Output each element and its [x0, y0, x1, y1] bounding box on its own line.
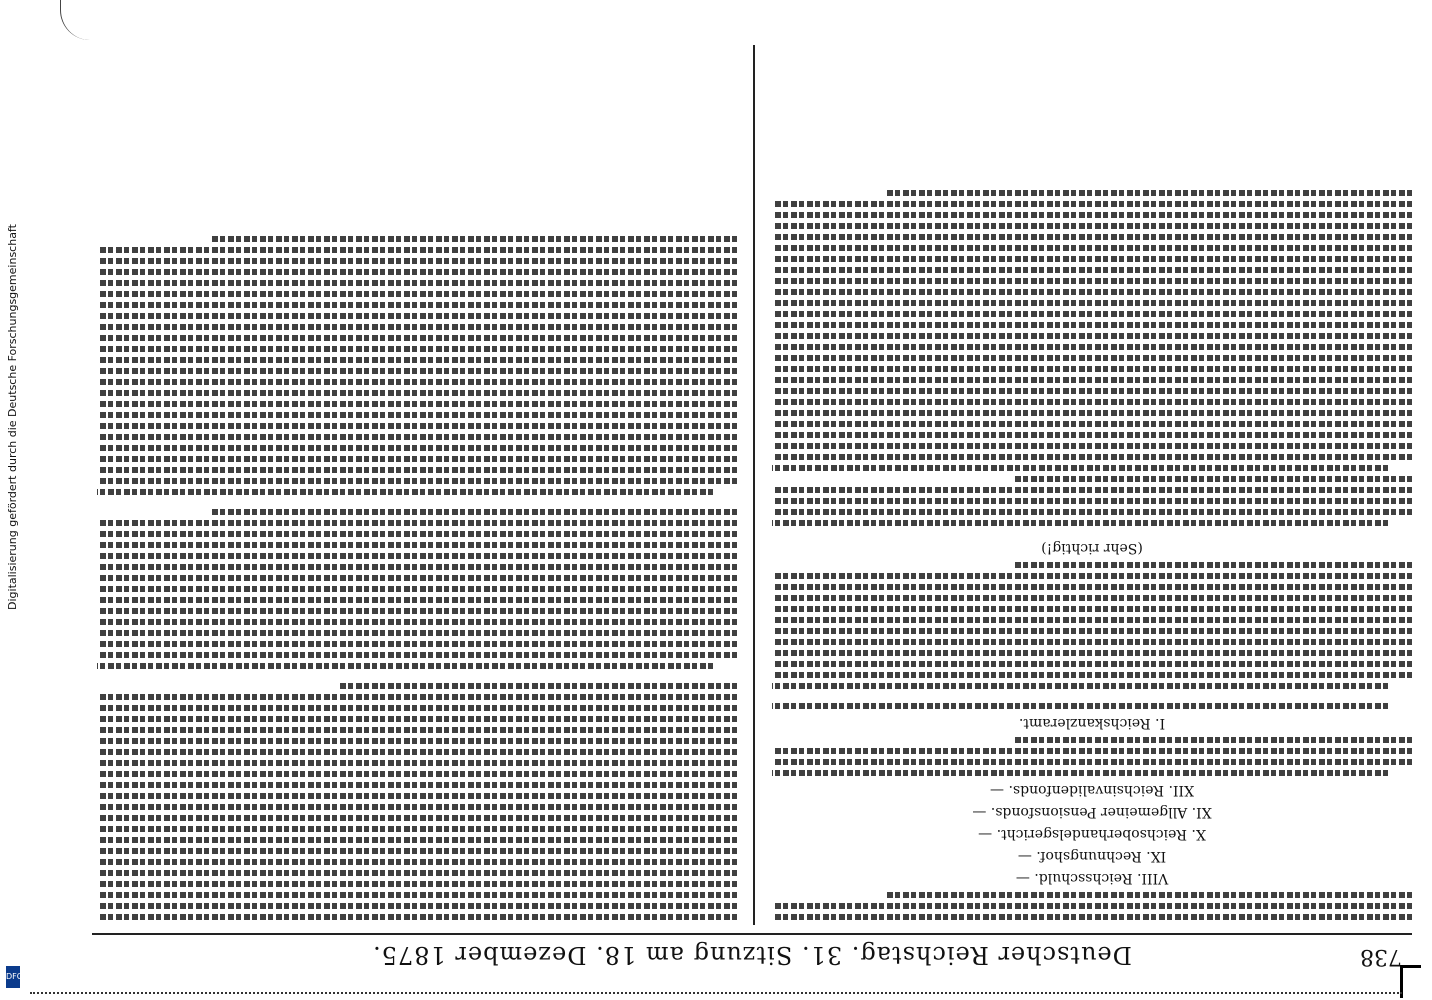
rotated-page [92, 30, 1412, 975]
list-item: X. Reichsoberhandelsgericht. — [978, 826, 1206, 842]
text-line [772, 595, 1412, 601]
text-line [97, 694, 737, 700]
text-line [212, 509, 737, 515]
text-line [97, 423, 737, 429]
text-line [97, 324, 737, 330]
text-line [97, 749, 737, 755]
text-line [97, 357, 737, 363]
text-line [772, 289, 1412, 295]
text-line [97, 826, 737, 832]
text-line [97, 313, 737, 319]
text-line [772, 661, 1412, 667]
text-line [772, 267, 1412, 273]
text-line [772, 498, 1412, 504]
text-line [772, 421, 1412, 427]
text-line [97, 335, 737, 341]
text-line [772, 201, 1412, 207]
section-subhead: I. Reichskanzleramt. [1018, 715, 1166, 731]
text-line [97, 478, 737, 484]
text-line [97, 586, 737, 592]
text-line [772, 606, 1412, 612]
text-line [97, 881, 737, 887]
text-line [97, 903, 737, 909]
list-item: XI. Allgemeiner Pensionsfonds. — [972, 804, 1212, 820]
text-line [97, 575, 737, 581]
text-line [772, 245, 1412, 251]
right-column [97, 45, 737, 925]
scan-edge-line [30, 992, 1402, 994]
text-line [97, 368, 737, 374]
text-line [772, 410, 1412, 416]
text-line [97, 390, 737, 396]
text-line [1015, 476, 1412, 482]
text-line [772, 748, 1412, 754]
text-line [97, 771, 737, 777]
text-line [887, 892, 1412, 898]
text-line [772, 672, 1412, 678]
list-item: VIII. Reichsschuld. — [1015, 870, 1169, 886]
text-line [772, 617, 1412, 623]
text-line [212, 236, 737, 242]
text-line [772, 487, 1412, 493]
text-line [772, 454, 1412, 460]
text-line [97, 630, 737, 636]
text-line [772, 573, 1412, 579]
text-line [97, 531, 737, 537]
text-line [97, 804, 737, 810]
text-line [97, 456, 737, 462]
text-line [97, 738, 737, 744]
dfg-logo: DFG [6, 966, 20, 988]
text-line [97, 716, 737, 722]
digitization-note: Digitalisierung gefördert durch die Deutsche Forschungsgemeinschaft [6, 224, 19, 610]
text-line [772, 278, 1412, 284]
text-line [97, 489, 713, 495]
text-line [772, 300, 1412, 306]
text-line [97, 608, 737, 614]
text-line [772, 212, 1412, 218]
text-line [772, 432, 1412, 438]
text-line [97, 652, 737, 658]
text-line [97, 346, 737, 352]
text-line [97, 837, 737, 843]
text-line [97, 619, 737, 625]
text-line [97, 793, 737, 799]
running-title: Deutscher Reichstag. 31. Sitzung am 18. Dezember 1875. [372, 941, 1132, 969]
text-line [772, 256, 1412, 262]
text-line [772, 311, 1412, 317]
list-item: XII. Reichsinvalidenfonds. — [990, 782, 1194, 798]
text-line [772, 366, 1412, 372]
list-item: IX. Rechnungshof. — [1017, 848, 1167, 864]
header-rule [92, 933, 1412, 935]
text-line [97, 247, 737, 253]
text-line [772, 759, 1412, 765]
text-line [97, 258, 737, 264]
text-line [772, 650, 1412, 656]
text-line [772, 770, 1388, 776]
text-line [340, 683, 737, 689]
text-line [772, 223, 1412, 229]
text-line [772, 322, 1412, 328]
text-line [97, 663, 713, 669]
text-line [772, 399, 1412, 405]
text-line [97, 564, 737, 570]
text-line [97, 727, 737, 733]
column-divider [753, 45, 755, 925]
text-line [97, 412, 737, 418]
text-line [97, 859, 737, 865]
text-line [772, 443, 1412, 449]
text-line [772, 344, 1412, 350]
text-line [772, 628, 1412, 634]
text-line [97, 914, 737, 920]
page-header [92, 935, 1412, 975]
text-line [97, 379, 737, 385]
text-line [772, 520, 1388, 526]
text-line [772, 639, 1412, 645]
text-line [772, 584, 1412, 590]
text-line [97, 848, 737, 854]
text-line [97, 467, 737, 473]
page-number: 738 [1360, 944, 1402, 969]
text-line [772, 388, 1412, 394]
text-line [97, 597, 737, 603]
text-line [772, 914, 1412, 920]
text-line [97, 782, 737, 788]
text-line [97, 280, 737, 286]
text-line [772, 903, 1412, 909]
text-line [772, 234, 1412, 240]
digitization-sidebar [0, 0, 26, 1000]
text-line [97, 401, 737, 407]
text-line [1015, 562, 1412, 568]
text-line [97, 641, 737, 647]
text-line [772, 355, 1412, 361]
text-line [97, 892, 737, 898]
text-line [1015, 737, 1412, 743]
left-column [772, 45, 1412, 925]
text-line [97, 815, 737, 821]
text-line [97, 302, 737, 308]
text-line [887, 190, 1412, 196]
text-line [772, 509, 1412, 515]
text-line [772, 703, 1388, 709]
text-line [772, 333, 1412, 339]
text-line [772, 377, 1412, 383]
text-line [97, 434, 737, 440]
text-line [772, 683, 1388, 689]
text-line [97, 291, 737, 297]
text-line [97, 520, 737, 526]
text-line [97, 445, 737, 451]
text-line [97, 705, 737, 711]
text-line [772, 465, 1388, 471]
text-line [97, 269, 737, 275]
text-line [97, 542, 737, 548]
text-line [97, 870, 737, 876]
text-line [97, 553, 737, 559]
interjection: (Sehr richtig!) [1041, 540, 1143, 556]
text-line [97, 760, 737, 766]
